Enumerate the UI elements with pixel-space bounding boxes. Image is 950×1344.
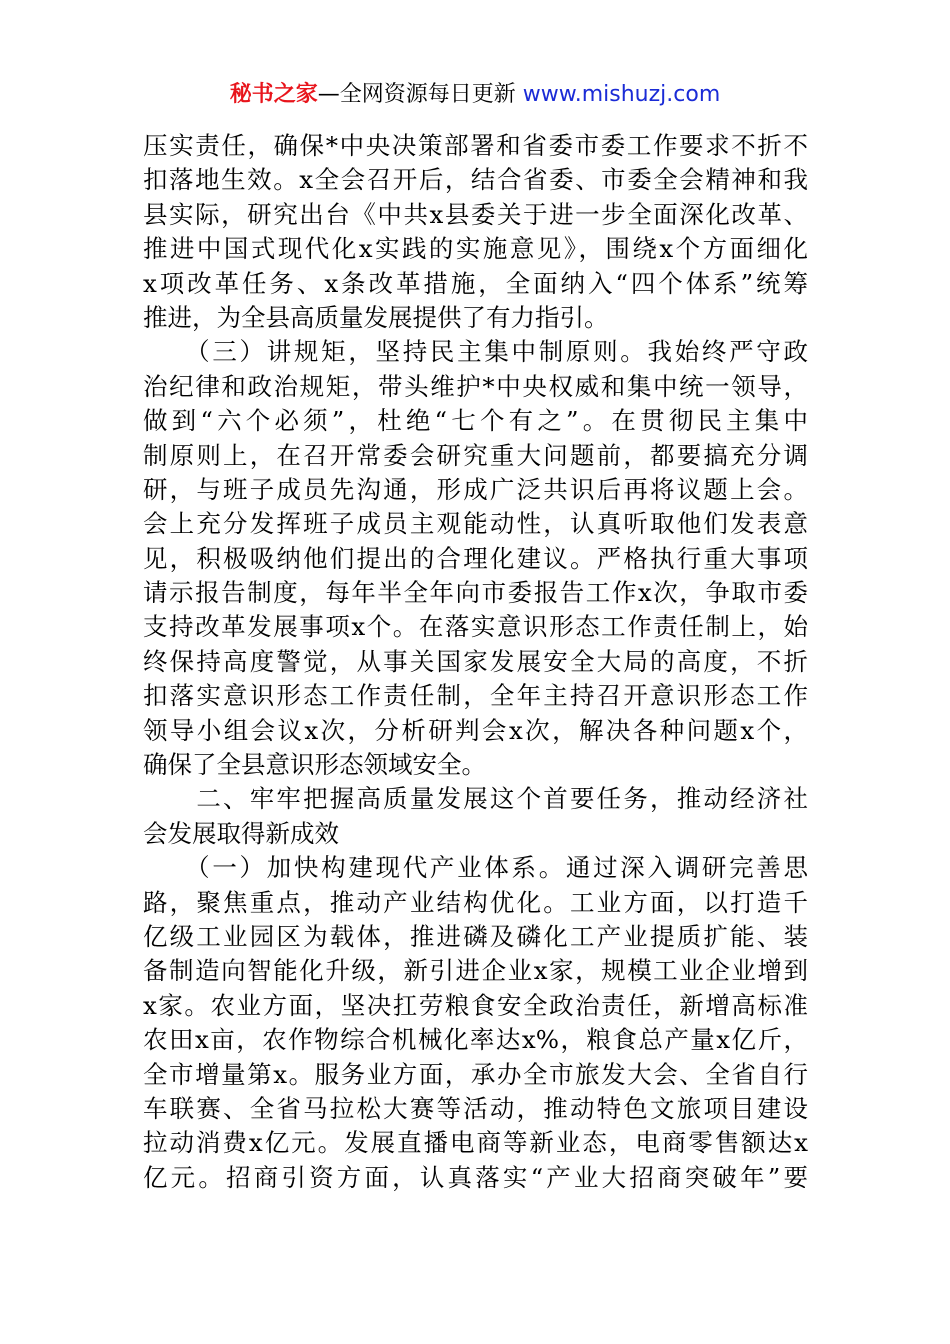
text-line: 备制造向智能化升级，新引进企业x家，规模工业企业增到 (143, 956, 808, 986)
text-line: 车联赛、全省马拉松大赛等活动，推动特色文旅项目建设 (143, 1093, 808, 1123)
text-line: 县实际，研究出台《中共x县委关于进一步全面深化改革、 (143, 199, 808, 229)
text-line: 二、牢牢把握高质量发展这个首要任务，推动经济社 (143, 784, 808, 814)
text-line: 会上充分发挥班子成员主观能动性，认真听取他们发表意 (143, 509, 808, 539)
text-line: 见，积极吸纳他们提出的合理化建议。严格执行重大事项 (143, 543, 808, 573)
text-line: 拉动消费x亿元。发展直播电商等新业态，电商零售额达x (143, 1128, 808, 1158)
text-line: 扣落实意识形态工作责任制，全年主持召开意识形态工作 (143, 681, 808, 711)
text-line: 支持改革发展事项x个。在落实意识形态工作责任制上，始 (143, 612, 808, 642)
text-line: 制原则上，在召开常委会研究重大问题前，都要搞充分调 (143, 440, 808, 470)
text-line: 会发展取得新成效 (143, 818, 339, 848)
text-line: 做到“六个必须”，杜绝“七个有之”。在贯彻民主集中 (143, 406, 808, 436)
text-line: 亿级工业园区为载体，推进磷及磷化工产业提质扩能、装 (143, 921, 808, 951)
text-line: 扣落地生效。x全会召开后，结合省委、市委全会精神和我 (143, 165, 808, 195)
text-line: （三）讲规矩，坚持民主集中制原则。我始终严守政 (143, 337, 808, 367)
brand-name: 秘书之家 (229, 82, 318, 107)
text-line: 研，与班子成员先沟通，形成广泛共识后再将议题上会。 (143, 474, 808, 504)
page-header (0, 80, 950, 110)
text-line: 推进中国式现代化x实践的实施意见》，围绕x个方面细化 (143, 234, 808, 264)
text-line: 治纪律和政治规矩，带头维护*中央权威和集中统一领导， (143, 371, 808, 401)
text-line: 全市增量第x。服务业方面，承办全市旅发大会、全省自行 (143, 1059, 808, 1089)
text-line: 推进，为全县高质量发展提供了有力指引。 (143, 302, 609, 332)
text-line: （一）加快构建现代产业体系。通过深入调研完善思 (143, 853, 808, 883)
text-line: 路，聚焦重点，推动产业结构优化。工业方面，以打造千 (143, 887, 808, 917)
text-line: 请示报告制度，每年半全年向市委报告工作x次，争取市委 (143, 578, 808, 608)
header-url[interactable]: www.mishuzj.com (522, 82, 721, 107)
text-line: x家。农业方面，坚决扛劳粮食安全政治责任，新增高标准 (143, 990, 808, 1020)
document-body (143, 129, 808, 1195)
header-tagline: —全网资源每日更新 (317, 82, 523, 107)
text-line: 终保持高度警觉，从事关国家发展安全大局的高度，不折 (143, 646, 808, 676)
text-line: 亿元。招商引资方面，认真落实“产业大招商突破年”要 (143, 1162, 808, 1192)
text-line: 领导小组会议x次，分析研判会x次，解决各种问题x个， (143, 715, 808, 745)
text-line: 压实责任，确保*中央决策部署和省委市委工作要求不折不 (143, 131, 808, 160)
text-line: 农田x亩，农作物综合机械化率达x%，粮食总产量x亿斤， (143, 1025, 808, 1055)
text-line: x项改革任务、x条改革措施，全面纳入“四个体系”统筹 (143, 268, 808, 298)
text-line: 确保了全县意识形态领域安全。 (143, 750, 486, 780)
